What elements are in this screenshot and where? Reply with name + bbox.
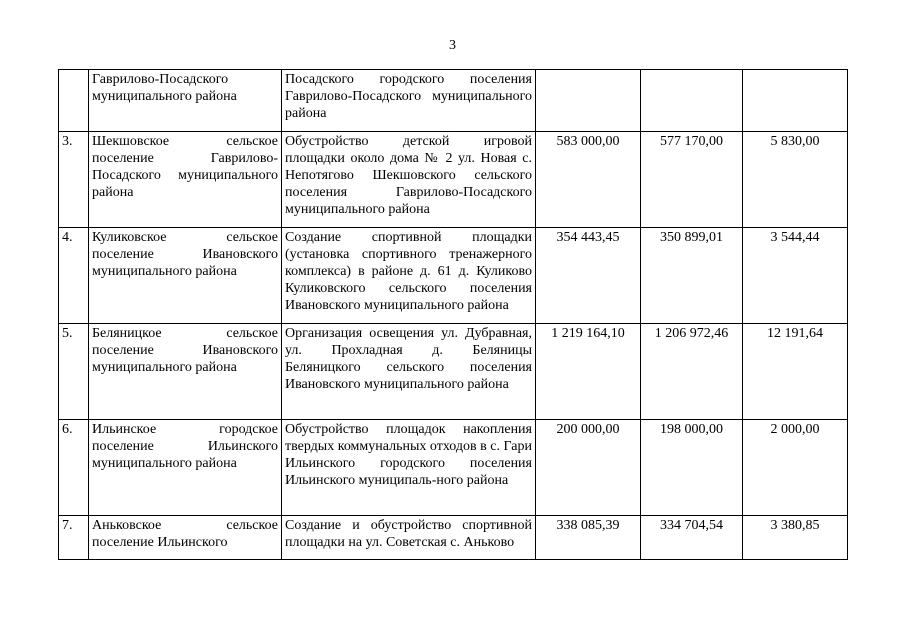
total-amount-cell	[536, 70, 641, 132]
description-cell: Обустройство площадок накопления твердых коммунальных отходов в с. Гари Ильинского городского поселения Ильинского муниципаль-ного района	[282, 420, 536, 516]
row-number: 5.	[59, 324, 89, 420]
table-row	[59, 324, 848, 420]
row-number: 6.	[59, 420, 89, 516]
settlement-cell: Куликовское сельское поселение Ивановского муниципального района	[89, 228, 282, 324]
fed-amount-cell: 334 704,54	[641, 516, 743, 560]
description-cell: Создание спортивной площадки (установка спортивного тренажерного комплекса) в районе д. 61 д. Куликово Куликовского сельского поселения Ивановского муниципального района	[282, 228, 536, 324]
row-number: 7.	[59, 516, 89, 560]
row-number: 4.	[59, 228, 89, 324]
description-cell: Обустройство детской игровой площадки около дома № 2 ул. Новая с. Непотягово Шекшовского сельского поселения Гаврилово-Посадского муниципального района	[282, 132, 536, 228]
local-amount-cell: 3 544,44	[743, 228, 848, 324]
total-amount-cell: 1 219 164,10	[536, 324, 641, 420]
settlement-cell: Шекшовское сельское поселение Гаврилово-Посадского муниципального района	[89, 132, 282, 228]
table-row	[59, 70, 848, 132]
fed-amount-cell: 350 899,01	[641, 228, 743, 324]
row-number	[59, 70, 89, 132]
page-number: 3	[449, 38, 456, 53]
description-cell: Создание и обустройство спортивной площадки на ул. Советская с. Аньково	[282, 516, 536, 560]
description-cell: Посадского городского поселения Гаврилово-Посадского муниципального района	[282, 70, 536, 132]
fed-amount-cell: 577 170,00	[641, 132, 743, 228]
total-amount-cell: 354 443,45	[536, 228, 641, 324]
table-row	[59, 420, 848, 516]
settlement-cell: Аньковское сельское поселение Ильинского	[89, 516, 282, 560]
table-row	[59, 132, 848, 228]
total-amount-cell: 200 000,00	[536, 420, 641, 516]
table-row	[59, 516, 848, 560]
fed-amount-cell: 198 000,00	[641, 420, 743, 516]
grants-table	[58, 69, 848, 560]
local-amount-cell: 5 830,00	[743, 132, 848, 228]
local-amount-cell: 12 191,64	[743, 324, 848, 420]
total-amount-cell: 338 085,39	[536, 516, 641, 560]
settlement-cell: Беляницкое сельское поселение Ивановского муниципального района	[89, 324, 282, 420]
fed-amount-cell	[641, 70, 743, 132]
settlement-cell: Гаврилово-Посадского муниципального района	[89, 70, 282, 132]
local-amount-cell: 2 000,00	[743, 420, 848, 516]
row-number: 3.	[59, 132, 89, 228]
description-cell: Организация освещения ул. Дубравная, ул. Прохладная д. Беляницы Беляницкого сельского поселения Ивановского муниципального района	[282, 324, 536, 420]
fed-amount-cell: 1 206 972,46	[641, 324, 743, 420]
total-amount-cell: 583 000,00	[536, 132, 641, 228]
local-amount-cell	[743, 70, 848, 132]
table-row	[59, 228, 848, 324]
settlement-cell: Ильинское городское поселение Ильинского муниципального района	[89, 420, 282, 516]
local-amount-cell: 3 380,85	[743, 516, 848, 560]
